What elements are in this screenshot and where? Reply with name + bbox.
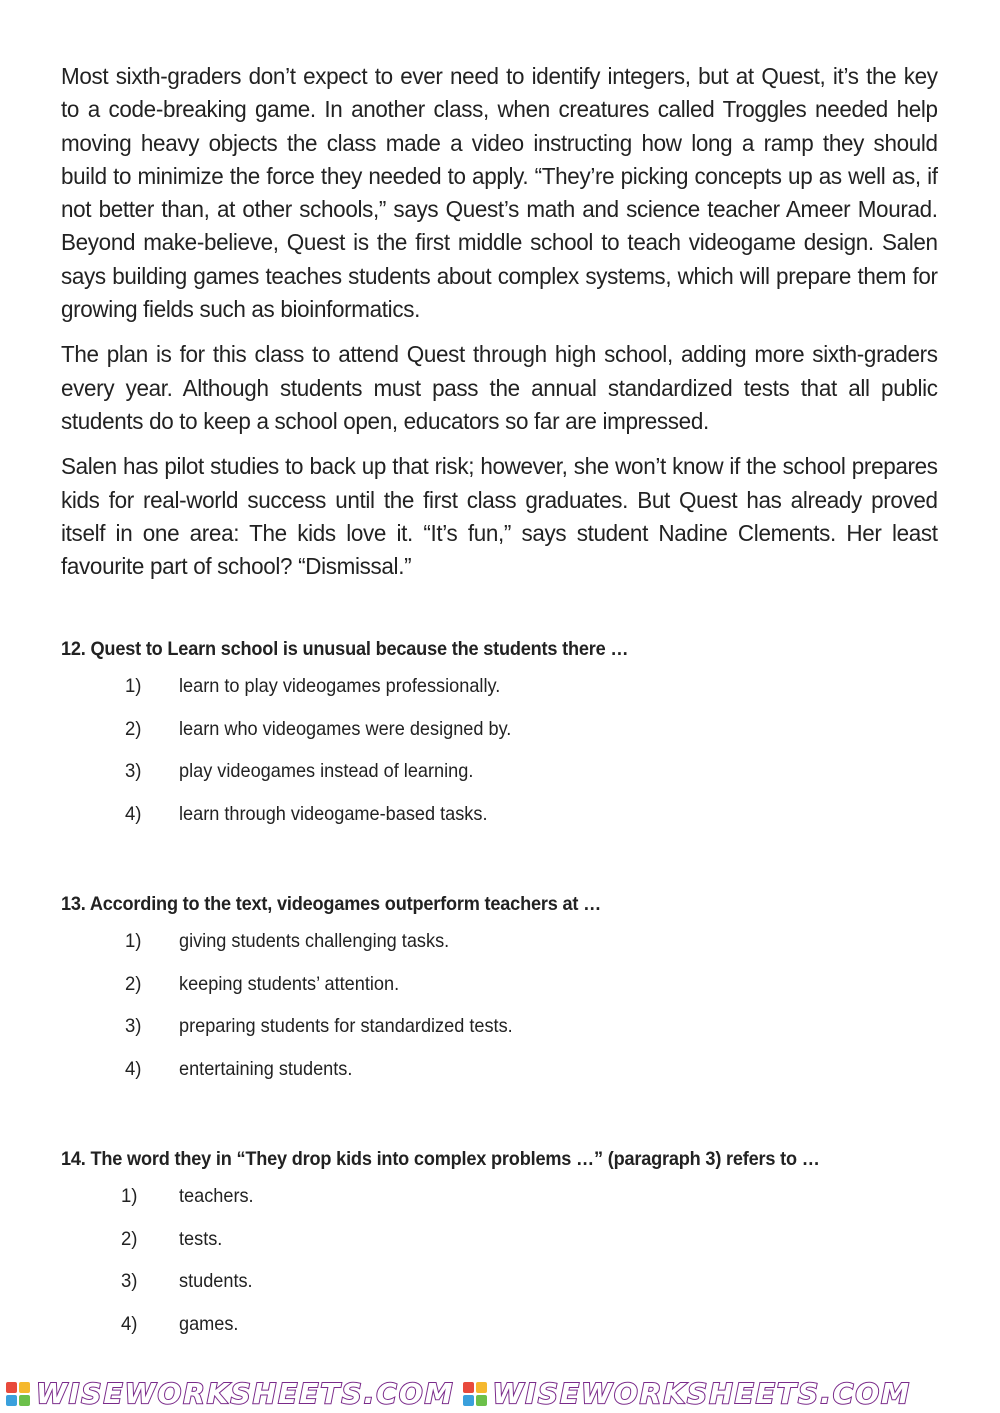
option-text: play videogames instead of learning. xyxy=(179,760,474,783)
option-text: tests. xyxy=(179,1227,223,1250)
question-13-option-4[interactable] xyxy=(61,1058,961,1101)
question-13-title: 13. According to the text, videogames outperform teachers at … xyxy=(61,893,602,915)
option-number: 3) xyxy=(121,1270,138,1293)
logo-square-blue xyxy=(6,1395,17,1406)
question-14-title: 14. The word they in “They drop kids into complex problems …” (paragraph 3) refers to … xyxy=(61,1148,820,1170)
option-text: learn to play videogames professionally. xyxy=(179,675,501,697)
question-12-option-2[interactable] xyxy=(61,718,961,761)
logo-square-green xyxy=(19,1395,30,1406)
option-text: teachers. xyxy=(179,1185,254,1207)
question-12-option-3[interactable] xyxy=(61,760,961,803)
option-text: games. xyxy=(179,1313,239,1336)
wiseworksheets-logo-1 xyxy=(6,1377,455,1410)
footer-watermark xyxy=(0,1374,1000,1413)
question-14 xyxy=(61,1148,961,1356)
question-14-option-4[interactable] xyxy=(61,1313,961,1356)
option-text: learn who videogames were designed by. xyxy=(179,717,512,740)
question-12-option-1[interactable] xyxy=(61,675,961,718)
logo-square-red xyxy=(463,1382,474,1393)
question-14-option-1[interactable] xyxy=(61,1185,961,1228)
question-13-option-3[interactable] xyxy=(61,1015,961,1058)
option-number: 2) xyxy=(125,717,142,740)
logo-square-yellow xyxy=(476,1382,487,1393)
question-13 xyxy=(61,893,961,1101)
logo-text: WISEWORKSHEETS.COM xyxy=(36,1377,455,1410)
wiseworksheets-logo-icon xyxy=(6,1382,30,1406)
option-number: 1) xyxy=(125,675,142,697)
reading-passage xyxy=(61,60,938,595)
option-number: 2) xyxy=(125,972,142,995)
logo-text: WISEWORKSHEETS.COM xyxy=(492,1377,912,1410)
logo-square-green xyxy=(476,1395,487,1406)
option-text: students. xyxy=(179,1270,253,1293)
passage-paragraph-1: Most sixth-graders don’t expect to ever need to identify integers, but at Quest, it’s the key to a code-breaking game. In another class, when creatures called Troggles needed help moving heavy objects the class made a video instructing how long a ramp they should build to minimize the force they needed to apply. “They’re picking concepts up as well as, if not better than, at other schools,” says Quest’s math and science teacher Ameer Mourad. Beyond make-believe, Quest is the first middle school to teach videogame design. Salen says building games teaches students about complex systems, which will prepare them for growing fields such as bioinformatics. xyxy=(61,63,938,323)
option-number: 1) xyxy=(125,930,142,952)
option-text: learn through videogame-based tasks. xyxy=(179,803,488,826)
option-text: keeping students’ attention. xyxy=(179,972,400,995)
option-number: 3) xyxy=(125,1015,142,1038)
question-14-option-2[interactable] xyxy=(61,1228,961,1271)
question-12 xyxy=(61,638,961,846)
passage-paragraph-2: The plan is for this class to attend Quest through high school, adding more sixth-graders every year. Although students must pass the annual standardized tests that all public students do to keep a school open, educators so far are impressed. xyxy=(61,341,938,434)
logo-square-blue xyxy=(463,1395,474,1406)
passage-paragraph-3: Salen has pilot studies to back up that risk; however, she won’t know if the school prepares kids for real-world success until the first class graduates. But Quest has already proved itself in one area: The kids love it. “It’s fun,” says student Nadine Clements. Her least favourite part of school? “Dismissal.” xyxy=(61,453,938,580)
option-number: 4) xyxy=(125,803,142,826)
option-number: 4) xyxy=(125,1058,142,1081)
option-number: 3) xyxy=(125,760,142,783)
question-12-option-4[interactable] xyxy=(61,803,961,846)
option-text: entertaining students. xyxy=(179,1058,353,1081)
question-12-title: 12. Quest to Learn school is unusual because the students there … xyxy=(61,638,629,660)
option-number: 2) xyxy=(121,1227,138,1250)
question-13-option-2[interactable] xyxy=(61,973,961,1016)
question-13-option-1[interactable] xyxy=(61,930,961,973)
question-14-option-3[interactable] xyxy=(61,1270,961,1313)
option-number: 4) xyxy=(121,1313,138,1336)
option-text: giving students challenging tasks. xyxy=(179,930,450,952)
wiseworksheets-logo-2 xyxy=(463,1377,912,1410)
option-number: 1) xyxy=(121,1185,138,1207)
logo-square-yellow xyxy=(19,1382,30,1393)
wiseworksheets-logo-icon xyxy=(463,1382,487,1406)
option-text: preparing students for standardized tests. xyxy=(179,1015,513,1038)
logo-square-red xyxy=(6,1382,17,1393)
